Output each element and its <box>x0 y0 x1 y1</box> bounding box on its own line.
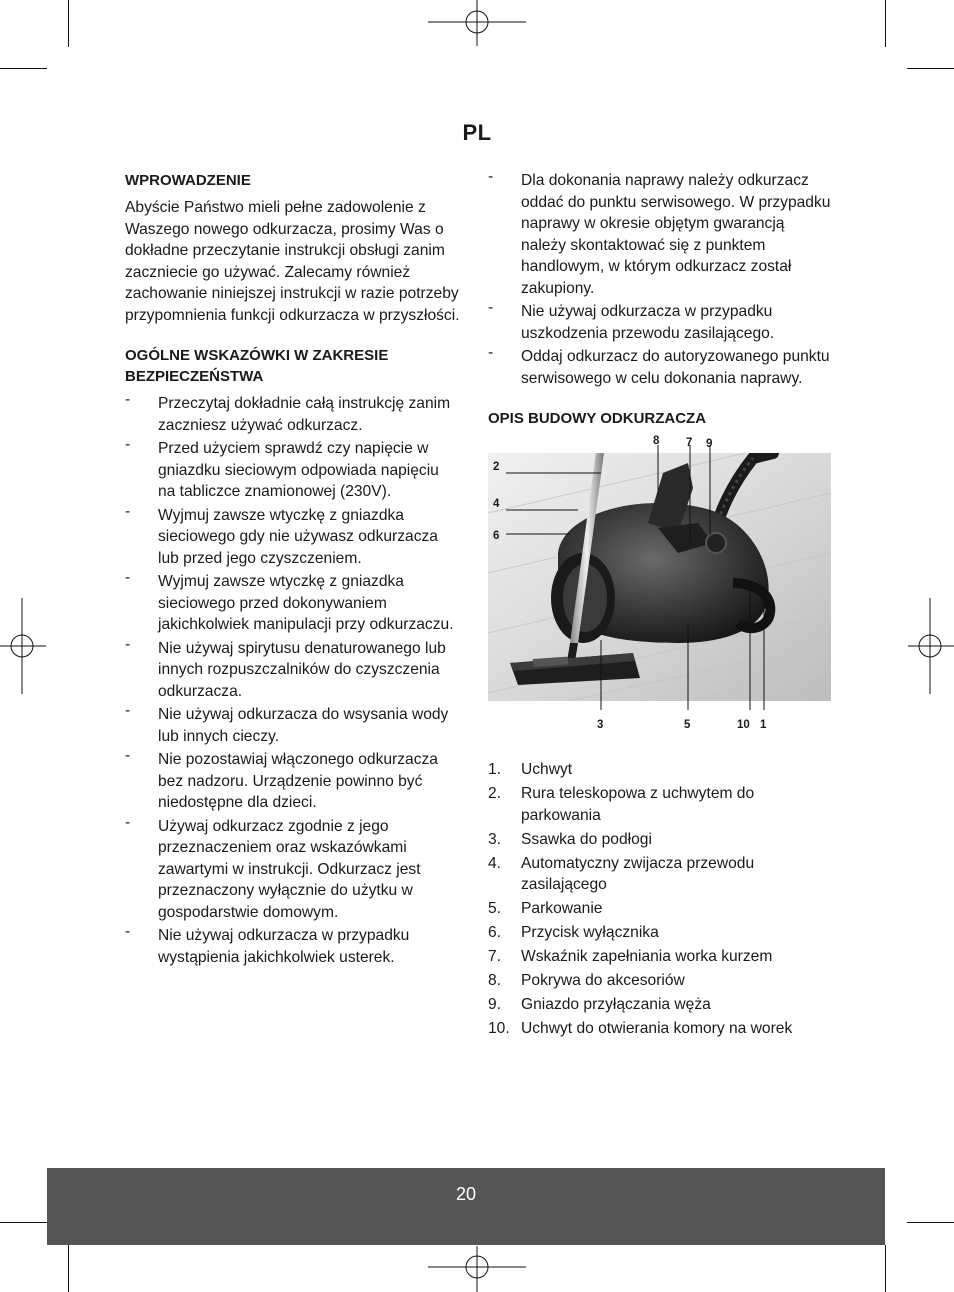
list-item <box>488 898 833 920</box>
list-item-number: 3. <box>488 830 502 848</box>
list-item-number: 5. <box>488 900 502 917</box>
crop-mark <box>907 1222 954 1223</box>
list-item-text: Używaj odkurzacz zgodnie z jego przeznaczeniem oraz wskazówkami zawartymi w instrukcji. Odkurzacz jest przeznaczony wyłącznie do użytku w gospodarstwie domowym. <box>158 817 421 921</box>
list-item-number: 4. <box>488 854 502 872</box>
list-item-number: 2. <box>488 785 502 802</box>
list-item-text: Gniazdo przyłączania węża <box>521 996 711 1013</box>
list-item <box>125 571 460 636</box>
list-item <box>488 783 833 826</box>
list-item-text: Nie używaj spirytusu denaturowanego lub innych rozpuszczalników do czyszczenia odkurzacza. <box>158 639 446 700</box>
callout-7: 7 <box>686 437 693 449</box>
list-item <box>125 438 460 503</box>
list-item-text: Przeczytaj dokładnie całą instrukcję zanim zaczniesz używać odkurzacz. <box>158 395 451 434</box>
list-item-number: 6. <box>488 924 502 941</box>
list-item-text: Nie używaj odkurzacza w przypadku uszkodzenia przewodu zasilającego. <box>521 303 775 342</box>
left-column <box>125 170 460 970</box>
bullet-dash: - <box>488 168 494 185</box>
callout-5: 5 <box>684 719 691 731</box>
intro-paragraph: Abyście Państwo mieli pełne zadowolenie z Waszego nowego odkurzacza, prosimy Was o dokładne przeczytanie instrukcji obsługi zanim zaczniecie go używać. Zalecamy również zachowanie niniejszej instrukcji w razie potrzeby przypomnienia funkcji odkurzacza w przyszłości. <box>125 199 460 324</box>
callout-6: 6 <box>493 530 500 542</box>
callout-lines <box>488 435 833 735</box>
list-item-number: 8. <box>488 972 502 989</box>
list-item <box>125 393 460 436</box>
registration-mark-right <box>908 598 954 694</box>
list-item-text: Przycisk wyłącznika <box>521 924 659 941</box>
vacuum-figure <box>488 435 833 735</box>
list-item-text: Nie używaj odkurzacza w przypadku wystąpienia jakichkolwiek usterek. <box>158 927 410 966</box>
list-item-text: Rura teleskopowa z uchwytem do parkowania <box>521 785 755 824</box>
page-number: 20 <box>455 1184 477 1204</box>
parts-list <box>488 759 833 1040</box>
list-item <box>125 635 460 703</box>
language-code: PL <box>462 120 492 145</box>
safety-list <box>125 393 460 968</box>
list-item <box>488 853 833 896</box>
callout-10: 10 <box>737 719 750 731</box>
safety-heading: OGÓLNE WSKAZÓWKI W ZAKRESIE BEZPIECZEŃSTWA <box>125 347 389 385</box>
bullet-dash: - <box>125 502 131 520</box>
list-item-text: Nie pozostawiaj włączonego odkurzacza bez nadzoru. Urządzenie powinno być niedostępne dla dzieci. <box>158 751 438 811</box>
list-item-text: Uchwyt do otwierania komory na worek <box>521 1020 793 1037</box>
list-item <box>488 346 833 389</box>
list-item-text: Wyjmuj zawsze wtyczkę z gniazdka sieciowego przed dokonywaniem jakichkolwiek manipulacji przy odkurzaczu. <box>158 573 454 633</box>
registration-mark-bottom <box>428 1246 526 1292</box>
parts-heading: OPIS BUDOWY ODKURZACZA <box>488 410 707 427</box>
bullet-dash: - <box>488 344 494 361</box>
list-item <box>488 301 833 344</box>
crop-mark <box>885 1245 886 1292</box>
list-item-text: Wskaźnik zapełniania worka kurzem <box>521 948 773 965</box>
list-item-text: Ssawka do podłogi <box>521 830 652 848</box>
bullet-dash: - <box>125 569 131 586</box>
callout-4: 4 <box>493 498 500 510</box>
list-item <box>488 759 833 781</box>
list-item-text: Wyjmuj zawsze wtyczkę z gniazdka sieciowego gdy nie używasz odkurzacza lub przed jego czyszczeniem. <box>158 506 438 567</box>
list-item <box>488 1018 833 1040</box>
intro-heading: WPROWADZENIE <box>125 172 251 189</box>
list-item-text: Uchwyt <box>521 761 573 778</box>
crop-mark <box>0 68 47 69</box>
list-item <box>125 813 460 924</box>
list-item <box>488 994 833 1016</box>
crop-mark <box>0 1222 47 1223</box>
right-column <box>488 170 833 1042</box>
list-item <box>125 704 460 747</box>
list-item <box>488 970 833 992</box>
registration-mark-top <box>428 0 526 46</box>
list-item <box>488 946 833 968</box>
callout-8: 8 <box>653 435 660 447</box>
bullet-dash: - <box>125 702 131 719</box>
registration-mark-left <box>0 598 46 694</box>
list-item <box>488 922 833 944</box>
list-item-text: Oddaj odkurzacz do autoryzowanego punktu serwisowego w celu dokonania naprawy. <box>521 348 830 387</box>
crop-mark <box>68 1245 69 1292</box>
bullet-dash: - <box>125 923 131 940</box>
bullet-dash: - <box>125 436 131 453</box>
list-item-text: Nie używaj odkurzacza do wsysania wody lub innych cieczy. <box>158 706 449 745</box>
crop-mark <box>68 0 69 47</box>
bullet-dash: - <box>125 635 131 653</box>
list-item-number: 9. <box>488 996 502 1013</box>
crop-mark <box>907 68 954 69</box>
bullet-dash: - <box>125 747 131 764</box>
callout-2: 2 <box>493 461 500 473</box>
list-item-text: Parkowanie <box>521 900 603 917</box>
bullet-dash: - <box>125 391 131 408</box>
list-item <box>125 925 460 968</box>
callout-1: 1 <box>760 719 767 731</box>
list-item-number: 10. <box>488 1020 510 1037</box>
list-item-text: Automatyczny zwijacza przewodu zasilającego <box>521 854 755 893</box>
list-item-number: 7. <box>488 948 502 965</box>
bullet-dash: - <box>125 813 131 831</box>
crop-mark <box>885 0 886 47</box>
page-footer <box>47 1168 885 1245</box>
safety-list-continued <box>488 170 833 389</box>
list-item <box>125 502 460 570</box>
list-item-number: 1. <box>488 761 502 778</box>
list-item-text: Pokrywa do akcesoriów <box>521 972 685 989</box>
list-item-text: Przed użyciem sprawdź czy napięcie w gniazdku sieciowym odpowiada napięciu na tabliczce znamionowej (230V). <box>158 440 439 500</box>
callout-9: 9 <box>706 438 713 450</box>
bullet-dash: - <box>488 299 494 316</box>
list-item <box>488 170 833 299</box>
list-item <box>488 829 833 851</box>
callout-3: 3 <box>597 719 604 731</box>
list-item <box>125 749 460 814</box>
list-item-text: Dla dokonania naprawy należy odkurzacz oddać do punktu serwisowego. W przypadku naprawy w okresie objętym gwarancją należy skontaktować się z punktem handlowym, w którym odkurzacz został zakupiony. <box>521 172 831 297</box>
